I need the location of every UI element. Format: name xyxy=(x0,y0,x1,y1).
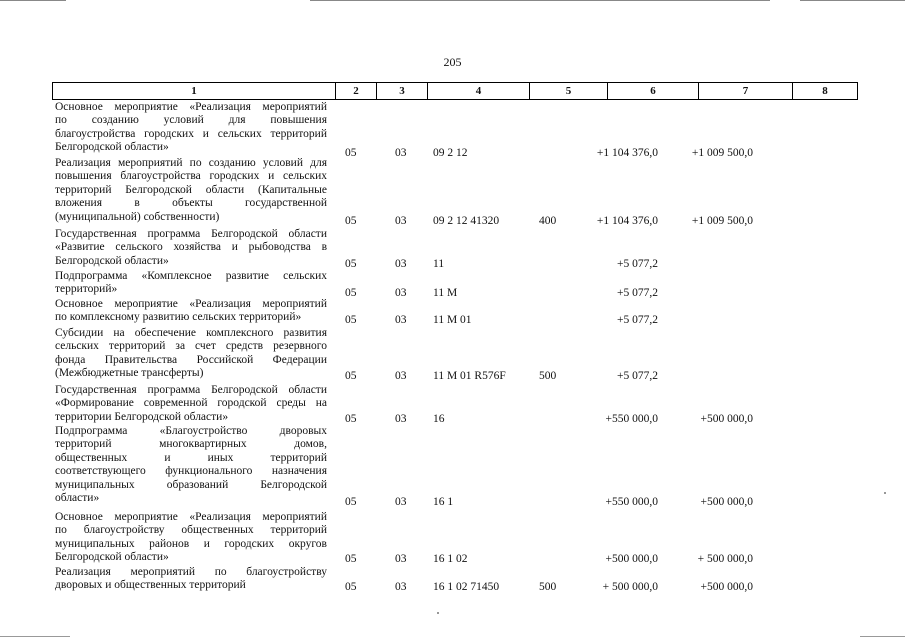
description-line: Государственная программа Белгородской области xyxy=(55,384,327,396)
row-description xyxy=(55,327,327,381)
target-article-code: 16 1 02 xyxy=(433,553,468,565)
column-header: 2 xyxy=(336,83,377,99)
description-line: Основное мероприятие «Реализация мероприятий xyxy=(55,511,327,523)
amount-col7: +1 009 500,0 xyxy=(691,147,753,159)
scan-top-edge-line xyxy=(310,0,770,1)
target-article-code: 11 М xyxy=(433,287,458,299)
section-code: 05 xyxy=(345,258,357,270)
amount-col6: +1 104 376,0 xyxy=(596,147,658,159)
row-description xyxy=(55,425,327,505)
column-header: 5 xyxy=(530,83,608,99)
subsection-code: 03 xyxy=(395,287,407,299)
column-header: 4 xyxy=(428,83,530,99)
description-line: Основное мероприятие «Реализация мероприятий xyxy=(55,101,327,113)
description-line: дворовых и общественных территорий xyxy=(55,579,246,592)
row-description xyxy=(55,270,327,297)
description-line: муниципальных образований Белгородской xyxy=(55,478,327,491)
section-code: 05 xyxy=(345,215,357,227)
description-line: вложения в объекты государственной xyxy=(55,197,327,210)
description-line: фонда Правительства Российской Федерации xyxy=(55,353,327,366)
description-line: Белгородской области» xyxy=(55,141,169,154)
description-line: Реализация мероприятий по созданию условий для xyxy=(55,157,327,169)
description-line: муниципальных районов и городских округов xyxy=(55,537,327,550)
scan-bottom-edge-line xyxy=(0,636,70,637)
column-header: 6 xyxy=(608,83,699,99)
description-line: «Формирование современной городской среды на xyxy=(55,397,327,410)
subsection-code: 03 xyxy=(395,581,407,593)
column-header: 8 xyxy=(822,85,828,97)
amount-col6: +5 077,2 xyxy=(617,370,658,382)
section-code: 05 xyxy=(345,370,357,382)
description-line: благоустройства городских и сельских территорий xyxy=(55,127,327,140)
description-line: (Межбюджетные трансферты) xyxy=(55,367,204,380)
amount-col7: +500 000,0 xyxy=(700,581,753,593)
description-line: по комплексному развитию сельских территорий» xyxy=(55,311,302,324)
expense-type-code: 500 xyxy=(539,581,557,593)
amount-col6: +5 077,2 xyxy=(617,314,658,326)
target-article-code: 16 1 xyxy=(433,496,454,508)
description-line: сельских территорий за счет средств резервного xyxy=(55,340,327,353)
target-article-code: 09 2 12 41320 xyxy=(433,215,500,227)
amount-col7: +500 000,0 xyxy=(700,413,753,425)
description-line: области» xyxy=(55,491,100,504)
row-description xyxy=(55,566,327,593)
description-line: «Развитие сельского хозяйства и рыбоводства в xyxy=(55,241,327,254)
amount-col6: +5 077,2 xyxy=(617,287,658,299)
description-line: территорий» xyxy=(55,283,118,296)
expense-type-code: 500 xyxy=(539,370,557,382)
row-description xyxy=(55,101,327,155)
target-article-code: 11 М 01 xyxy=(433,314,472,326)
amount-col6: +550 000,0 xyxy=(605,496,658,508)
section-code: 05 xyxy=(345,147,357,159)
subsection-code: 03 xyxy=(395,496,407,508)
description-line: общественных и иных территорий xyxy=(55,451,327,464)
column-header: 3 xyxy=(377,83,428,99)
row-description xyxy=(55,228,327,268)
expense-type-code: 400 xyxy=(539,215,557,227)
scan-top-edge-line xyxy=(800,0,905,1)
target-article-code: 16 xyxy=(433,413,445,425)
subsection-code: 03 xyxy=(395,370,407,382)
amount-col6: + 500 000,0 xyxy=(602,581,658,593)
target-article-code: 11 xyxy=(433,258,445,270)
description-line: Реализация мероприятий по благоустройству xyxy=(55,566,327,578)
target-article-code: 11 М 01 R576F xyxy=(433,370,506,382)
description-line: Подпрограмма «Благоустройство дворовых xyxy=(55,425,327,437)
description-line: Государственная программа Белгородской области xyxy=(55,228,327,240)
section-code: 05 xyxy=(345,553,357,565)
scan-speck xyxy=(437,612,439,614)
column-header: 7 xyxy=(699,83,793,99)
section-code: 05 xyxy=(345,581,357,593)
section-code: 05 xyxy=(345,314,357,326)
target-article-code: 16 1 02 71450 xyxy=(433,581,500,593)
row-description xyxy=(55,157,327,224)
description-line: по созданию условий для повышения xyxy=(55,114,327,127)
amount-col7: + 500 000,0 xyxy=(697,553,753,565)
description-line: повышения благоустройства городских и сельских xyxy=(55,170,327,183)
description-line: Основное мероприятие «Реализация мероприятий xyxy=(55,298,327,310)
section-code: 05 xyxy=(345,413,357,425)
row-description xyxy=(55,298,327,325)
description-line: соответствующего функционального назначения xyxy=(55,465,327,478)
column-header: 1 xyxy=(53,83,336,99)
subsection-code: 03 xyxy=(395,258,407,270)
subsection-code: 03 xyxy=(395,553,407,565)
page-number: 205 xyxy=(443,55,462,69)
section-code: 05 xyxy=(345,287,357,299)
amount-col7: +500 000,0 xyxy=(700,496,753,508)
amount-col6: +1 104 376,0 xyxy=(596,215,658,227)
table-header-row xyxy=(52,82,858,100)
subsection-code: 03 xyxy=(395,314,407,326)
amount-col6: +5 077,2 xyxy=(617,258,658,270)
subsection-code: 03 xyxy=(395,215,407,227)
description-line: Субсидии на обеспечение комплексного развития xyxy=(55,327,327,339)
subsection-code: 03 xyxy=(395,413,407,425)
description-line: Белгородской области» xyxy=(55,551,169,564)
scan-bottom-edge-line xyxy=(860,636,905,637)
target-article-code: 09 2 12 xyxy=(433,147,468,159)
scan-top-edge-line xyxy=(0,0,66,1)
description-line: Подпрограмма «Комплексное развитие сельских xyxy=(55,270,327,282)
row-description xyxy=(55,384,327,424)
row-description xyxy=(55,511,327,565)
description-line: территорий многоквартирных домов, xyxy=(55,438,327,451)
amount-col6: +500 000,0 xyxy=(605,553,658,565)
amount-col6: +550 000,0 xyxy=(605,413,658,425)
amount-col7: +1 009 500,0 xyxy=(691,215,753,227)
description-line: Белгородской области» xyxy=(55,254,169,267)
scan-speck xyxy=(884,492,886,494)
subsection-code: 03 xyxy=(395,147,407,159)
description-line: территории Белгородской области» xyxy=(55,410,229,423)
section-code: 05 xyxy=(345,496,357,508)
description-line: (муниципальной) собственности) xyxy=(55,210,220,223)
description-line: территорий Белгородской области (Капитальные xyxy=(55,183,327,196)
description-line: по благоустройству общественных территорий xyxy=(55,524,327,537)
